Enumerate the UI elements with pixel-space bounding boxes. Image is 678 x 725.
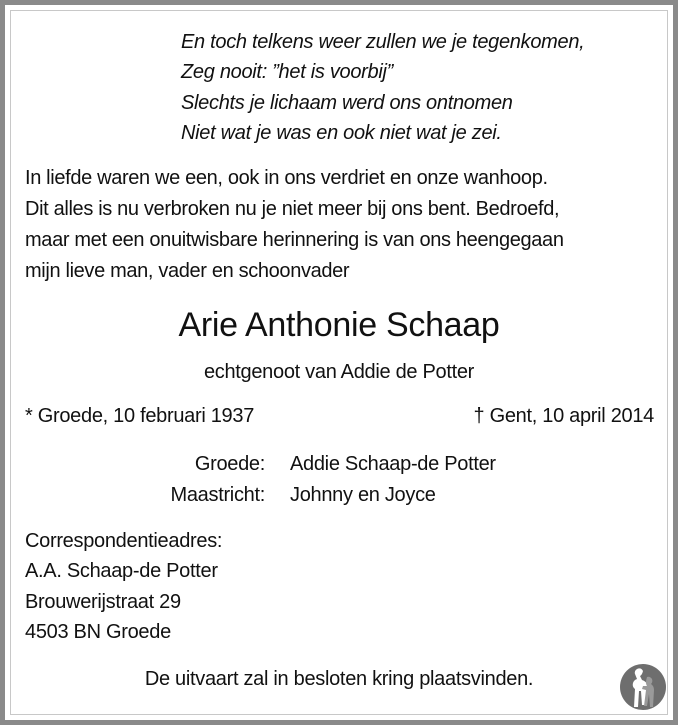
address-line: Brouwerijstraat 29 <box>25 591 181 613</box>
deceased-name: Arie Anthonie Schaap <box>178 306 500 344</box>
poem-line: Niet wat je was en ook niet wat je zei. <box>181 122 502 144</box>
intro-line: mijn lieve man, vader en schoonvader <box>25 260 350 282</box>
birth-info: * Groede, 10 februari 1937 <box>25 405 255 427</box>
poem-line: Slechts je lichaam werd ons ontnomen <box>181 92 513 114</box>
spouse-line: echtgenoot van Addie de Potter <box>203 361 475 383</box>
intro-line: In liefde waren we een, ook in ons verdriet en onze wanhoop. <box>25 167 548 189</box>
intro-line: Dit alles is nu verbroken nu je niet meer bij ons bent. Bedroefd, <box>25 198 560 220</box>
relative-names: Johnny en Joyce <box>290 484 436 506</box>
relative-place: Groede: <box>194 453 265 475</box>
embracing-figures-icon <box>619 663 667 711</box>
death-info: † Gent, 10 april 2014 <box>473 405 654 427</box>
poem-line: Zeg nooit: ”het is voorbij” <box>181 61 393 83</box>
relative-place: Maastricht: <box>170 484 265 506</box>
address-line: 4503 BN Groede <box>25 621 171 643</box>
funeral-note: De uitvaart zal in besloten kring plaatsvinden. <box>144 668 534 690</box>
intro-line: maar met een onuitwisbare herinnering is van ons heengegaan <box>25 229 564 251</box>
poem-line: En toch telkens weer zullen we je tegenkomen, <box>181 31 585 53</box>
correspondence-label: Correspondentieadres: <box>25 530 223 552</box>
address-line: A.A. Schaap-de Potter <box>25 560 218 582</box>
relative-names: Addie Schaap-de Potter <box>290 453 496 475</box>
